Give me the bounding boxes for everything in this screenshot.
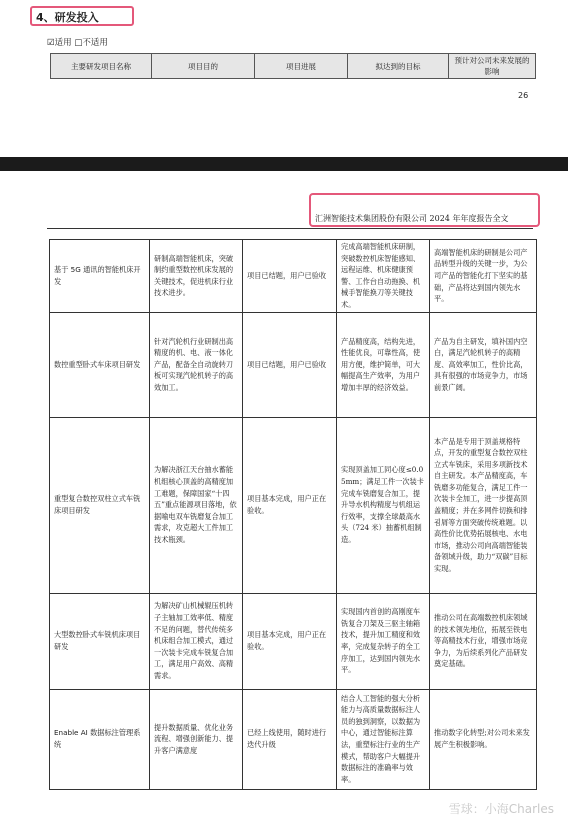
- cell-goal: 产品精度高，结构先进，性能优良，可靠性高，使用方便，维护简单，可大幅提高生产效率，为用户增加丰厚的经济效益。: [337, 312, 430, 417]
- header-project-progress: 项目进展: [255, 54, 348, 79]
- header-future-impact: 预计对公司未来发展的影响: [449, 54, 536, 79]
- page-number: 26: [518, 91, 529, 100]
- cell-progress: 项目基本完成，用户正在验收。: [243, 593, 337, 689]
- watermark: 雪球：小海Charles: [448, 802, 554, 816]
- table-row: [50, 593, 537, 689]
- table-row: [50, 312, 537, 417]
- header-project-purpose: 项目目的: [152, 54, 255, 79]
- table-row: [50, 240, 537, 313]
- header-rule: [47, 228, 533, 229]
- cell-impact: 推动公司在高端数控机床领域的技术领先地位，拓展至铁电等高精技术行业，增强市场竞争力，为后续系列化产品研发奠定基础。: [430, 593, 537, 689]
- cell-goal: 实现顶盖加工同心度≤0.05mm；满足工件一次装卡完成车铣磨复合加工，提升导水机构精度与机组运行效率，支撑全球最高水头（724 米）抽蓄机组制造。: [337, 417, 430, 593]
- cell-progress: 项目已结题，用户已验收: [243, 240, 337, 313]
- cell-progress: 项目已结题，用户已验收: [243, 312, 337, 417]
- cell-purpose: 为解决浙江天台抽水蓄能机组核心顶盖的高精度加工难题，保障国家“十四五”重点能源项目落地，依据喻电双车铣磨复合加工需求，攻克超大工件加工技术瓶颈。: [150, 417, 243, 593]
- table-row: [50, 689, 537, 789]
- page-divider: [0, 157, 568, 171]
- cell-impact: 高端智能机床的研制是公司产品转型升级的关键一步，为公司产品的智能化打下坚实的基础，产品将达到国内领先水平。: [430, 240, 537, 313]
- cell-progress: 项目基本完成，用户正在验收。: [243, 417, 337, 593]
- cell-progress: 已经上线使用，随时进行迭代升级: [243, 689, 337, 789]
- cell-goal: 实现国内首创的高刚度车铣复合刀架及三驱主轴箱技术，提升加工精度和效率，完成复杂转子的全工序加工，达到国内领先水平。: [337, 593, 430, 689]
- section-title: 4、研发投入: [30, 6, 134, 26]
- cell-project-name: Enable AI 数据标注管理系统: [50, 689, 150, 789]
- cell-project-name: 重型复合数控双柱立式车铣床项目研发: [50, 417, 150, 593]
- table-header-row: [51, 54, 536, 79]
- rd-header-table: [50, 53, 536, 79]
- cell-purpose: 提升数据质量、优化业务流程、增强创新能力、提升客户满意度: [150, 689, 243, 789]
- header-project-name: 主要研发项目名称: [51, 54, 152, 79]
- cell-impact: 本产品是专用于顶盖规格特点，开发的重型复合数控双柱立式车铣床，采用多项新技术自主研发。本产品精度高，车铣磨多功能复合，满足工件一次装卡全加工，进一步提高顶盖精度；并在多网件切换和排굄屑等方面突破传统难题。以高性价比优势拓展核电、水电市场，推动公司向高端智能装备领域升级，助力“双碳”目标实现。: [430, 417, 537, 593]
- report-header: 汇洲智能技术集团股份有限公司 2024 年年度报告全文: [315, 214, 509, 223]
- cell-purpose: 为解决矿山机械辊压机转子主轴加工效率低、精度不足的问题，替代传统多机床组合加工模式，通过一次装卡完成车铣复合加工，满足用户高效、高精需求。: [150, 593, 243, 689]
- applicable-checkbox-label: ☑适用 □不适用: [47, 38, 108, 48]
- cell-impact: 推动数字化转型;对公司未来发展产生积极影响。: [430, 689, 537, 789]
- cell-purpose: 研制高端智能机床，突破制约重型数控机床发展的关键技术，促进机床行业技术进步。: [150, 240, 243, 313]
- cell-project-name: 大型数控卧式车铣机床项目研发: [50, 593, 150, 689]
- cell-purpose: 针对汽轮机行业研制出高精度的机、电、液一体化产品，配备全自动旋转刀板可实现汽轮机转子的高效加工。: [150, 312, 243, 417]
- cell-impact: 产品为自主研发，填补国内空白，满足汽轮机转子的高精度、高效率加工，性价比高，具有很强的市场竞争力，市场前景广阔。: [430, 312, 537, 417]
- table-row: [50, 417, 537, 593]
- cell-project-name: 基于 5G 通讯的智能机床开发: [50, 240, 150, 313]
- cell-project-name: 数控重型卧式车床项目研发: [50, 312, 150, 417]
- cell-goal: 完成高端智能机床研制，突破数控机床智能感知、远程运维、机床健康预警、工作台自动拖换、机械手智能换刀等关键技术。: [337, 240, 430, 313]
- rd-projects-table: [49, 239, 537, 790]
- cell-goal: 结合人工智能的强大分析能力与高质量数据标注人员的独到洞察，以数据为中心，通过智能标注算法，重塑标注行业的生产模式，帮助客户大幅提升数据标注的准确率与效率。: [337, 689, 430, 789]
- header-target-goal: 拟达到的目标: [348, 54, 449, 79]
